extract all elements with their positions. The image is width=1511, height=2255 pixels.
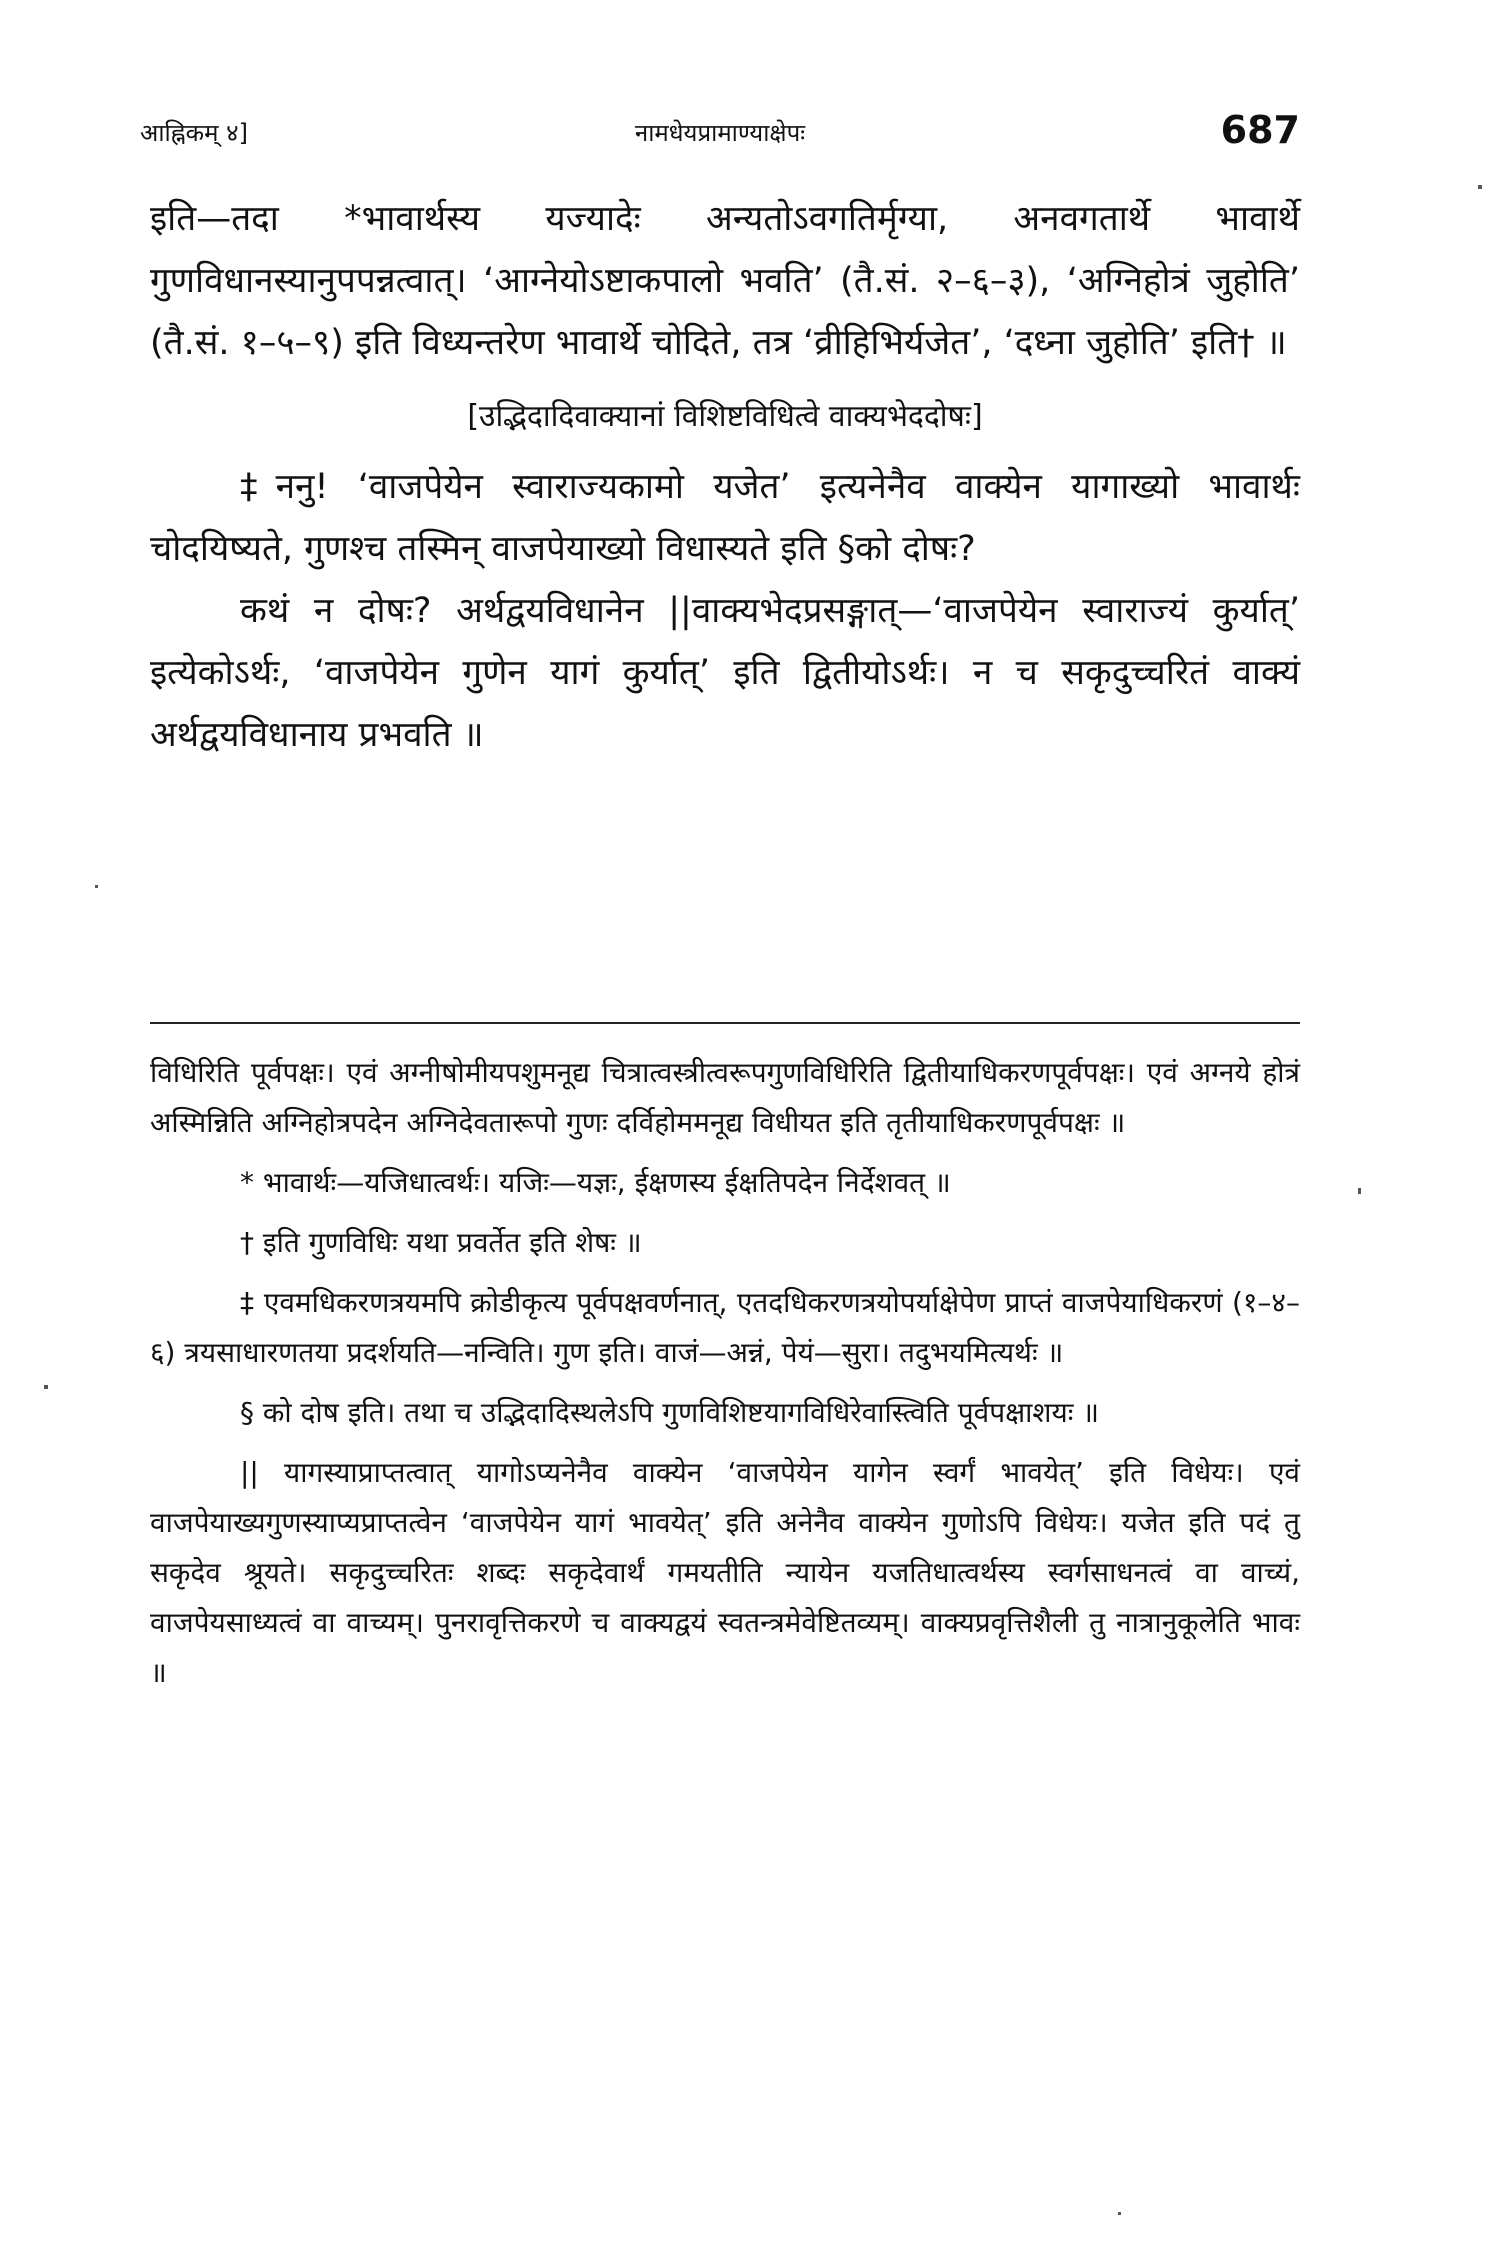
- footnote-5: § को दोष इति। तथा च उद्भिदादिस्थलेऽपि गुणविशिष्टयागविधिरेवास्त्विति पूर्वपक्षाशयः ॥: [240, 1396, 1100, 1429]
- footnote-divider: [150, 1022, 1300, 1024]
- page-number: 687: [1220, 108, 1300, 152]
- scan-speck: [44, 1385, 48, 1389]
- scan-speck: [1118, 2212, 1121, 2215]
- scan-speck: [1478, 185, 1482, 189]
- footnote-3: † इति गुणविधिः यथा प्रवर्तेत इति शेषः ॥: [240, 1226, 642, 1259]
- scan-speck: [95, 885, 98, 888]
- main-paragraph-1: इति—तदा *भावार्थस्य यज्यादेः अन्यतोऽवगतिर्मृग्या, अनवगतार्थे भावार्थे गुणविधानस्यानुपपन्नत्वात्। ‘आग्नेयोऽष्टाकपालो भवति’ (तै.सं. २–६–३), ‘अग्निहोत्रं जुहोति’ (तै.सं. १–५–९) इति विध्यन्तरेण भावार्थे चोदिते, तत्र ‘व्रीहिभिर्यजेत’, ‘दध्ना जुहोति’ इति† ॥: [150, 199, 1300, 363]
- footnote-4: ‡ एवमधिकरणत्रयमपि क्रोडीकृत्य पूर्वपक्षवर्णनात्, एतदधिकरणत्रयोपर्याक्षेपेण प्राप्तं वाजपेयाधिकरणं (१–४–६) त्रयसाधारणतया प्रदर्शयति—नन्विति। गुण इति। वाजं—अन्नं, पेयं—सुरा। तदुभयमित्यर्थः ॥: [150, 1286, 1300, 1369]
- main-text: [150, 188, 1300, 766]
- footnote-2: * भावार्थः—यजिधात्वर्थः। यजिः—यज्ञः, ईक्षणस्य ईक्षतिपदेन निर्देशवत् ॥: [240, 1166, 951, 1199]
- footnotes: [150, 1048, 1300, 1708]
- main-paragraph-2: ‡ननु! ‘वाजपेयेन स्वाराज्यकामो यजेत’ इत्यनेनैव वाक्येन यागाख्यो भावार्थः चोदयिष्यते, गुणश्च तस्मिन् वाजपेयाख्यो विधास्यते इति §को दोषः?: [150, 467, 1300, 569]
- scan-speck: [1358, 1188, 1361, 1194]
- section-heading: [उद्भिदादिवाक्यानां विशिष्टविधित्वे वाक्यभेददोषः]: [467, 399, 983, 434]
- section-label: आह्निकम् ४]: [140, 119, 248, 147]
- footnote-6: || यागस्याप्राप्तत्वात् यागोऽप्यनेनैव वाक्येन ‘वाजपेयेन यागेन स्वर्गं भावयेत्’ इति विधेयः। एवं वाजपेयाख्यगुणस्याप्यप्राप्तत्वेन ‘वाजपेयेन यागं भावयेत्’ इति अनेनैव वाक्येन गुणोऽपि विधेयः। यजेत इति पदं तु सकृदेव श्रूयते। सकृदुच्चरितः शब्दः सकृदेवार्थं गमयतीति न्यायेन यजतिधात्वर्थस्य स्वर्गसाधनत्वं वा वाच्यं, वाजपेयसाध्यत्वं वा वाच्यम्। पुनरावृत्तिकरणे च वाक्यद्वयं स्वतन्त्रमेवेष्टितव्यम्। वाक्यप्रवृत्तिशैली तु नात्रानुकूलेति भावः ॥: [150, 1456, 1300, 1689]
- page-header: [140, 108, 1300, 158]
- running-title: नामधेयप्रामाण्याक्षेपः: [634, 119, 806, 147]
- main-paragraph-3: कथं न दोषः? अर्थद्वयविधानेन ||वाक्यभेदप्रसङ्गात्—‘वाजपेयेन स्वाराज्यं कुर्यात्’ इत्येकोऽर्थः, ‘वाजपेयेन गुणेन यागं कुर्यात्’ इति द्वितीयोऽर्थः। न च सकृदुच्चरितं वाक्यं अर्थद्वयविधानाय प्रभवति ॥: [150, 591, 1300, 755]
- footnote-1: विधिरिति पूर्वपक्षः। एवं अग्नीषोमीयपशुमनूद्य चित्रात्वस्त्रीत्वरूपगुणविधिरिति द्वितीयाधिकरणपूर्वपक्षः। एवं अग्नये होत्रं अस्मिन्निति अग्निहोत्रपदेन अग्निदेवतारूपो गुणः दर्विहोममनूद्य विधीयत इति तृतीयाधिकरणपूर्वपक्षः ॥: [150, 1056, 1300, 1139]
